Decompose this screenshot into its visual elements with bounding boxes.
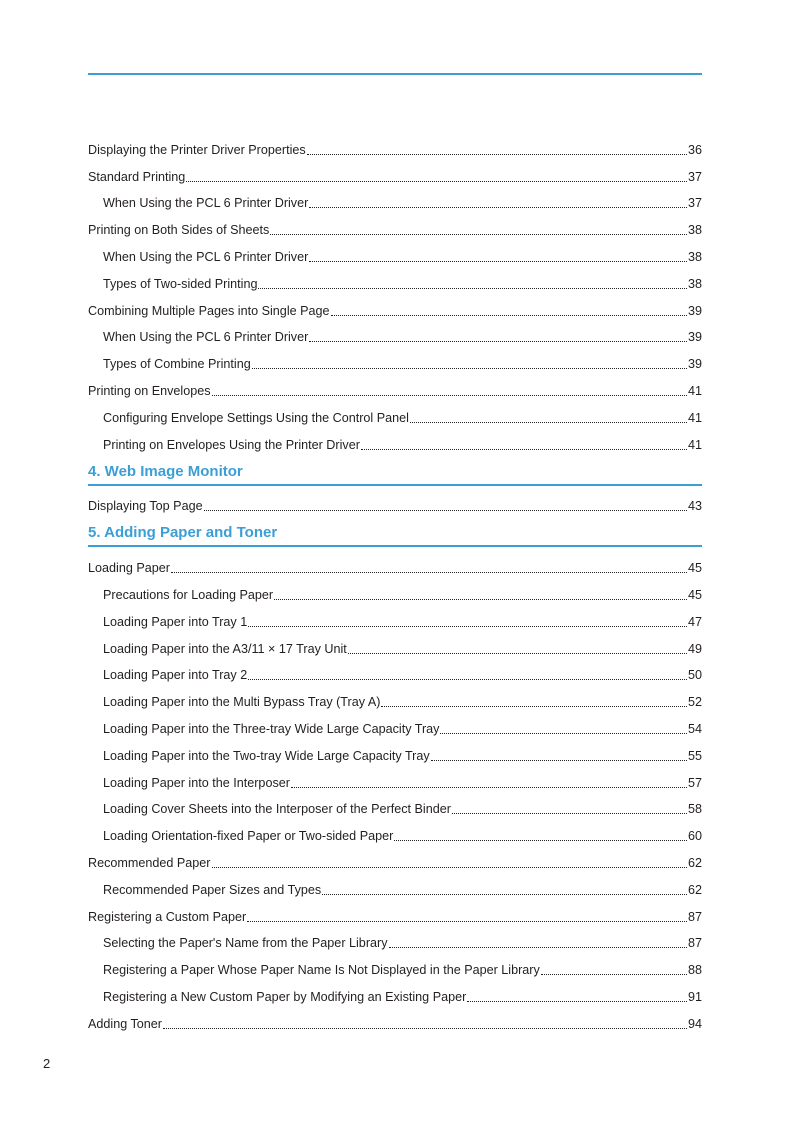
toc-subentry[interactable]: [88, 951, 702, 978]
toc-entry-page: 41: [687, 437, 702, 452]
toc-subentry[interactable]: [88, 426, 702, 453]
toc-entry-page: 41: [687, 383, 702, 398]
toc-entry-title: Types of Two-sided Printing: [103, 276, 258, 291]
dot-leader: [431, 759, 687, 761]
toc-entry[interactable]: [88, 549, 702, 576]
section-heading-label: 4. Web Image Monitor: [88, 462, 243, 480]
toc-entry-title: Displaying Top Page: [88, 499, 203, 514]
toc-entry-title: Registering a Paper Whose Paper Name Is Not Displayed in the Paper Library: [103, 963, 540, 978]
dot-leader: [440, 732, 687, 734]
toc-entry-page: 58: [687, 802, 702, 817]
dot-leader: [212, 866, 687, 868]
toc-entry-title: Registering a Custom Paper: [88, 909, 247, 924]
toc-block-adding-paper-and-toner: [88, 549, 702, 1031]
toc-entry-page: 38: [687, 249, 702, 264]
toc-entry-title: Types of Combine Printing: [103, 357, 251, 372]
toc-entry-title: Printing on Both Sides of Sheets: [88, 223, 270, 238]
toc-entry-title: When Using the PCL 6 Printer Driver: [103, 330, 309, 345]
toc-entry-page: 49: [687, 641, 702, 656]
toc-subentry[interactable]: [88, 683, 702, 710]
toc-entry-page: 62: [687, 882, 702, 897]
toc-entry-title: Loading Paper into Tray 2: [103, 668, 248, 683]
toc-entry-title: Adding Toner: [88, 1016, 162, 1031]
toc-entry[interactable]: [88, 131, 702, 158]
section-heading-web-image-monitor[interactable]: [88, 453, 702, 486]
dot-leader: [258, 287, 687, 289]
toc-subentry[interactable]: [88, 657, 702, 684]
toc-entry[interactable]: [88, 158, 702, 185]
toc-entry-page: 39: [687, 357, 702, 372]
toc-entry-title: Combining Multiple Pages into Single Page: [88, 303, 330, 318]
toc-entry-page: 38: [687, 276, 702, 291]
toc-entry-page: 55: [687, 748, 702, 763]
toc-entry-page: 60: [687, 829, 702, 844]
dot-leader: [186, 180, 687, 182]
toc-entry-title: When Using the PCL 6 Printer Driver: [103, 249, 309, 264]
toc-entry-page: 41: [687, 410, 702, 425]
toc-entry-page: 94: [687, 1016, 702, 1031]
toc-entry-title: Loading Paper into the Multi Bypass Tray (Tray A): [103, 695, 381, 710]
toc-entry[interactable]: [88, 292, 702, 319]
toc-entry-title: Registering a New Custom Paper by Modifying an Existing Paper: [103, 989, 467, 1004]
page-number: 2: [43, 1056, 51, 1071]
toc-entry-page: 54: [687, 721, 702, 736]
dot-leader: [252, 367, 687, 369]
toc-entry-title: Loading Paper into the Two-tray Wide Large Capacity Tray: [103, 748, 430, 763]
toc-subentry[interactable]: [88, 576, 702, 603]
toc-entry-title: Precautions for Loading Paper: [103, 587, 274, 602]
toc-entry-title: Loading Paper into the A3/11 × 17 Tray Unit: [103, 641, 347, 656]
dot-leader: [309, 260, 687, 262]
dot-leader: [309, 206, 687, 208]
dot-leader: [274, 598, 687, 600]
dot-leader: [309, 340, 687, 342]
toc-subentry[interactable]: [88, 185, 702, 212]
dot-leader: [410, 421, 687, 423]
toc-block-continued: [88, 131, 702, 453]
toc-subentry[interactable]: [88, 737, 702, 764]
toc-entry-page: 52: [687, 695, 702, 710]
toc-subentry[interactable]: [88, 265, 702, 292]
dot-leader: [270, 233, 687, 235]
toc-entry-title: Loading Paper into the Three-tray Wide Large Capacity Tray: [103, 721, 440, 736]
toc-subentry[interactable]: [88, 925, 702, 952]
toc-entry-title: Printing on Envelopes: [88, 383, 211, 398]
toc-entry-page: 87: [687, 909, 702, 924]
toc-entry-page: 57: [687, 775, 702, 790]
dot-leader: [247, 920, 687, 922]
toc-subentry[interactable]: [88, 791, 702, 818]
dot-leader: [361, 448, 687, 450]
toc-entry-title: Printing on Envelopes Using the Printer Driver: [103, 437, 360, 452]
toc-entry-title: Loading Paper into Tray 1: [103, 614, 248, 629]
toc-entry-title: Recommended Paper: [88, 855, 211, 870]
toc-entry-page: 45: [687, 561, 702, 576]
dot-leader: [467, 1000, 687, 1002]
toc-entry-page: 47: [687, 614, 702, 629]
toc-entry-page: 37: [687, 169, 702, 184]
dot-leader: [212, 394, 687, 396]
toc-subentry[interactable]: [88, 345, 702, 372]
toc-entry-title: When Using the PCL 6 Printer Driver: [103, 196, 309, 211]
toc-subentry[interactable]: [88, 871, 702, 898]
toc-entry-page: 87: [687, 936, 702, 951]
toc-entry-title: Standard Printing: [88, 169, 186, 184]
toc-subentry[interactable]: [88, 399, 702, 426]
dot-leader: [248, 625, 687, 627]
toc-entry[interactable]: [88, 1005, 702, 1032]
toc-entry-title: Loading Paper into the Interposer: [103, 775, 290, 790]
toc-subentry[interactable]: [88, 630, 702, 657]
toc-entry-page: 39: [687, 303, 702, 318]
toc-entry-page: 88: [687, 963, 702, 978]
toc-entry[interactable]: [88, 211, 702, 238]
dot-leader: [163, 1027, 687, 1029]
toc-entry[interactable]: [88, 898, 702, 925]
toc-entry-page: 62: [687, 855, 702, 870]
dot-leader: [389, 946, 687, 948]
dot-leader: [541, 973, 687, 975]
toc-entry-page: 43: [687, 499, 702, 514]
toc-entry[interactable]: [88, 844, 702, 871]
toc-subentry[interactable]: [88, 238, 702, 265]
toc-subentry[interactable]: [88, 764, 702, 791]
header-rule: [88, 73, 702, 75]
dot-leader: [248, 678, 687, 680]
toc-entry-page: 91: [687, 989, 702, 1004]
toc-entry-title: Loading Paper: [88, 561, 170, 576]
section-heading-adding-paper-and-toner[interactable]: [88, 514, 702, 547]
dot-leader: [171, 571, 687, 573]
dot-leader: [307, 153, 687, 155]
dot-leader: [381, 705, 687, 707]
toc-entry-title: Configuring Envelope Settings Using the Control Panel: [103, 410, 409, 425]
dot-leader: [348, 652, 687, 654]
toc-subentry[interactable]: [88, 817, 702, 844]
toc-entry-page: 50: [687, 668, 702, 683]
toc-entry-page: 38: [687, 223, 702, 238]
toc-entry-title: Selecting the Paper's Name from the Paper Library: [103, 936, 388, 951]
toc-entry-title: Loading Cover Sheets into the Interposer of the Perfect Binder: [103, 802, 451, 817]
toc-subentry[interactable]: [88, 603, 702, 630]
toc-subentry[interactable]: [88, 710, 702, 737]
toc-subentry[interactable]: [88, 978, 702, 1005]
dot-leader: [204, 509, 687, 511]
toc-block-web-image-monitor: [88, 488, 702, 515]
section-heading-label: 5. Adding Paper and Toner: [88, 524, 278, 542]
dot-leader: [452, 812, 687, 814]
toc-entry-title: Recommended Paper Sizes and Types: [103, 882, 322, 897]
toc-subentry[interactable]: [88, 319, 702, 346]
dot-leader: [291, 786, 687, 788]
toc-entry[interactable]: [88, 372, 702, 399]
toc-entry-page: 45: [687, 587, 702, 602]
toc-entry-title: Loading Orientation-fixed Paper or Two-sided Paper: [103, 829, 394, 844]
toc-entry[interactable]: [88, 488, 702, 515]
dot-leader: [331, 314, 687, 316]
table-of-contents: [88, 131, 702, 1032]
dot-leader: [394, 839, 687, 841]
dot-leader: [322, 893, 687, 895]
toc-entry-page: 37: [687, 196, 702, 211]
toc-entry-page: 39: [687, 330, 702, 345]
toc-entry-page: 36: [687, 142, 702, 157]
toc-entry-title: Displaying the Printer Driver Properties: [88, 142, 306, 157]
